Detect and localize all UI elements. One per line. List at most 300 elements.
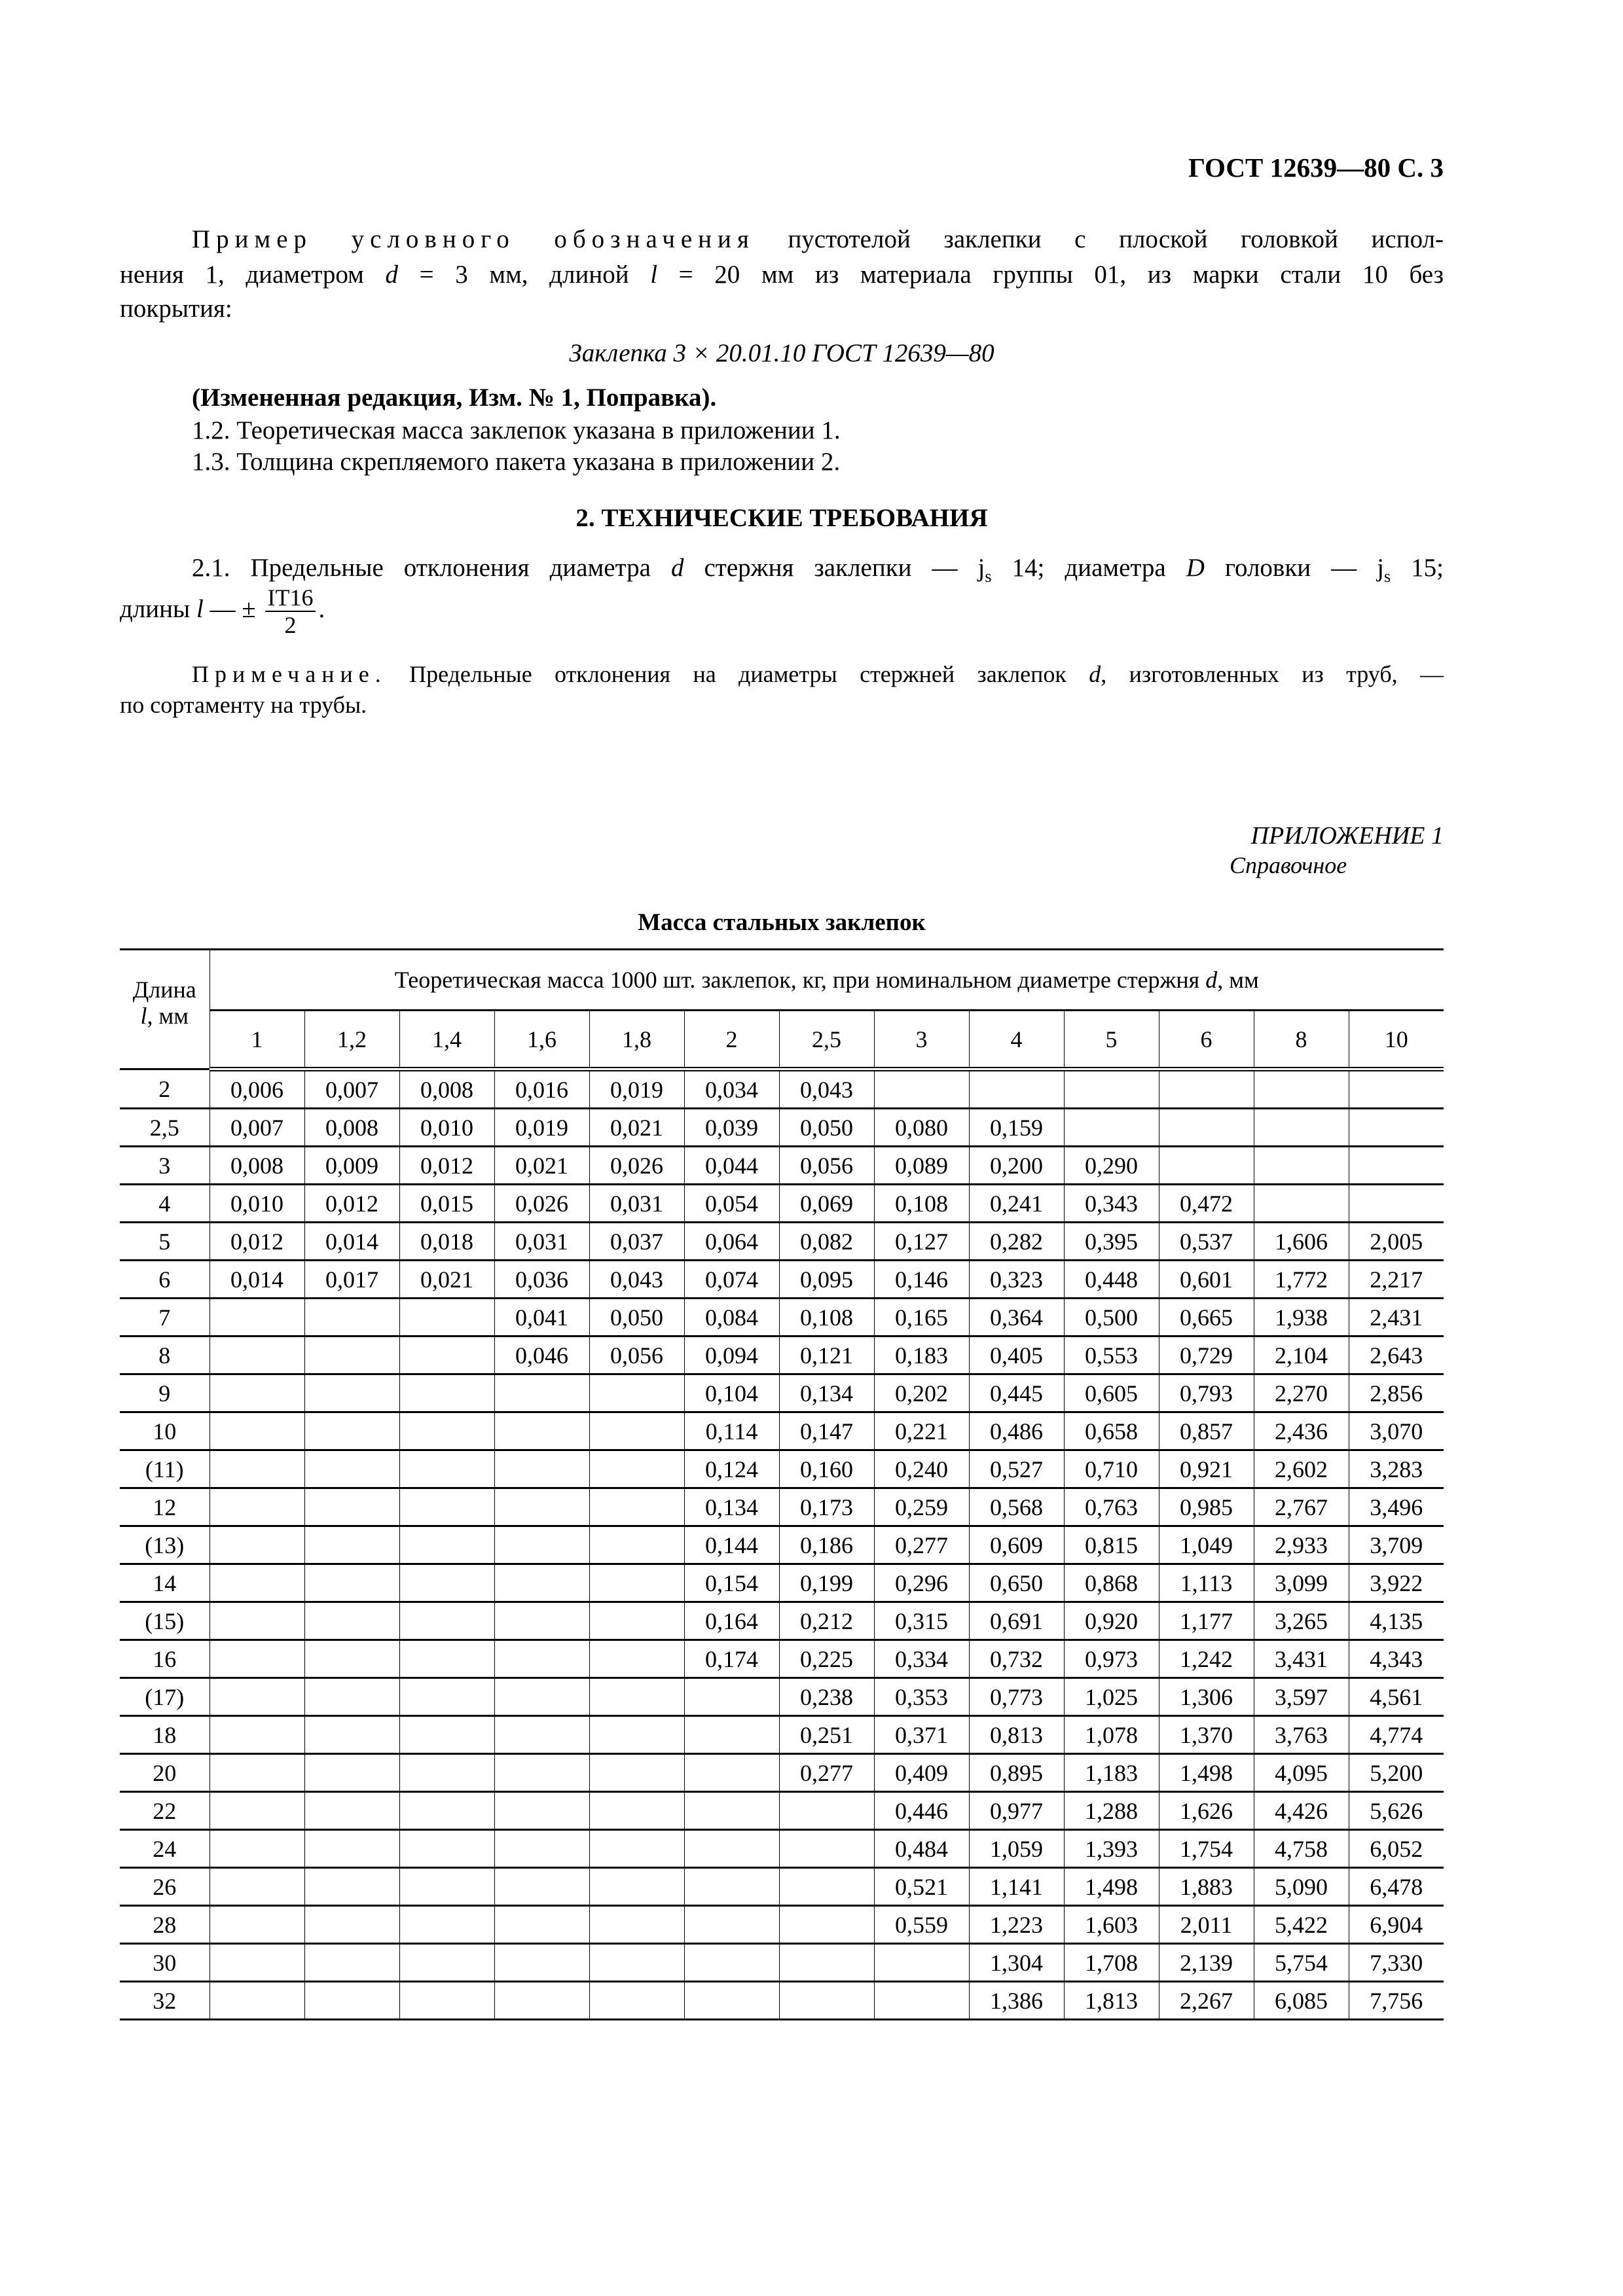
- mass-cell: [779, 1830, 874, 1868]
- mass-cell: [589, 1868, 684, 1906]
- mass-cell: 0,343: [1064, 1185, 1159, 1223]
- mass-cell: 0,527: [969, 1450, 1064, 1488]
- length-cell: 22: [120, 1792, 210, 1830]
- mass-cell: [399, 1830, 494, 1868]
- mass-cell: [399, 1299, 494, 1336]
- mass-cell: [494, 1526, 589, 1564]
- mass-cell: [399, 1906, 494, 1944]
- mass-cell: 1,306: [1159, 1678, 1254, 1716]
- mass-cell: 0,290: [1064, 1147, 1159, 1185]
- mass-cell: [304, 1299, 399, 1336]
- item-text: 2.1. Предельные отклонения диаметра: [192, 554, 671, 582]
- mass-cell: 0,920: [1064, 1602, 1159, 1640]
- mass-cell: [304, 1716, 399, 1754]
- mass-cell: 0,008: [399, 1069, 494, 1109]
- mass-cell: 0,159: [969, 1109, 1064, 1147]
- mass-cell: [1159, 1069, 1254, 1109]
- mass-cell: 0,773: [969, 1678, 1064, 1716]
- length-cell: 2: [120, 1069, 210, 1109]
- mass-cell: [589, 1526, 684, 1564]
- mass-cell: [304, 1906, 399, 1944]
- length-cell: 12: [120, 1488, 210, 1526]
- length-cell: 32: [120, 1982, 210, 2020]
- mass-cell: 4,561: [1349, 1678, 1444, 1716]
- mass-cell: 2,767: [1254, 1488, 1349, 1526]
- item-text: — ±: [203, 594, 263, 623]
- mass-cell: 6,478: [1349, 1868, 1444, 1906]
- mass-cell: 2,267: [1159, 1982, 1254, 2020]
- example-text: нения 1, диаметром: [120, 260, 386, 289]
- mass-cell: [399, 1450, 494, 1488]
- length-cell: (15): [120, 1602, 210, 1640]
- table-body: [120, 1069, 1444, 2020]
- mass-cell: [589, 1602, 684, 1640]
- mass-cell: 1,025: [1064, 1678, 1159, 1716]
- mass-cell: 3,763: [1254, 1716, 1349, 1754]
- mass-cell: 0,364: [969, 1299, 1064, 1336]
- subscript: s: [1384, 566, 1391, 586]
- mass-cell: [1349, 1185, 1444, 1223]
- table-row: [120, 1299, 1444, 1336]
- mass-cell: 2,104: [1254, 1336, 1349, 1374]
- mass-cell: 0,069: [779, 1185, 874, 1223]
- mass-cell: 1,772: [1254, 1261, 1349, 1299]
- table-row: [120, 1678, 1444, 1716]
- mass-cell: 4,343: [1349, 1640, 1444, 1678]
- mass-cell: 0,094: [684, 1336, 779, 1374]
- mass-cell: 0,472: [1159, 1185, 1254, 1223]
- table-row: [120, 1830, 1444, 1868]
- mass-cell: [494, 1640, 589, 1678]
- mass-cell: 0,277: [779, 1754, 874, 1792]
- appendix-subtitle: Справочное: [1230, 852, 1347, 878]
- mass-cell: 2,011: [1159, 1906, 1254, 1944]
- length-cell: 20: [120, 1754, 210, 1792]
- mass-cell: 1,883: [1159, 1868, 1254, 1906]
- diameter-header: 5: [1064, 1011, 1159, 1069]
- mass-cell: 0,921: [1159, 1450, 1254, 1488]
- mass-cell: 1,603: [1064, 1906, 1159, 1944]
- diameter-header: 6: [1159, 1011, 1254, 1069]
- mass-cell: 1,177: [1159, 1602, 1254, 1640]
- mass-cell: 0,241: [969, 1185, 1064, 1223]
- mass-cell: [779, 1944, 874, 1982]
- mass-cell: [210, 1602, 304, 1640]
- mass-cell: [210, 1982, 304, 2020]
- mass-cell: 2,602: [1254, 1450, 1349, 1488]
- subscript: s: [985, 566, 992, 586]
- item-text: длины: [120, 594, 196, 623]
- mass-cell: 0,056: [779, 1147, 874, 1185]
- mass-cell: 0,054: [684, 1185, 779, 1223]
- mass-cell: [304, 1640, 399, 1678]
- mass-cell: 0,014: [304, 1223, 399, 1261]
- diameter-header: 3: [874, 1011, 969, 1069]
- mass-cell: 0,985: [1159, 1488, 1254, 1526]
- mass-cell: [1254, 1147, 1349, 1185]
- mass-cell: 0,409: [874, 1754, 969, 1792]
- mass-cell: [589, 1488, 684, 1526]
- mass-cell: 0,793: [1159, 1374, 1254, 1412]
- mass-cell: 0,160: [779, 1450, 874, 1488]
- mass-cell: [210, 1450, 304, 1488]
- table-row: [120, 1526, 1444, 1564]
- mass-cell: 0,154: [684, 1564, 779, 1602]
- mass-cell: [210, 1374, 304, 1412]
- mass-cell: [399, 1678, 494, 1716]
- mass-cell: 0,146: [874, 1261, 969, 1299]
- mass-cell: 0,729: [1159, 1336, 1254, 1374]
- mass-cell: 0,763: [1064, 1488, 1159, 1526]
- mass-cell: 0,044: [684, 1147, 779, 1185]
- table-row: [120, 1336, 1444, 1374]
- table-row: [120, 1944, 1444, 1982]
- diameter-header: 4: [969, 1011, 1064, 1069]
- mass-cell: [589, 1792, 684, 1830]
- mass-cell: 0,010: [210, 1185, 304, 1223]
- mass-cell: 0,323: [969, 1261, 1064, 1299]
- mass-cell: 0,041: [494, 1299, 589, 1336]
- mass-cell: [1349, 1109, 1444, 1147]
- mass-cell: 0,353: [874, 1678, 969, 1716]
- mass-cell: [399, 1944, 494, 1982]
- mass-cell: 0,064: [684, 1223, 779, 1261]
- table-title: Масса стальных заклепок: [638, 909, 926, 936]
- mass-cell: 0,445: [969, 1374, 1064, 1412]
- length-cell: 14: [120, 1564, 210, 1602]
- example-text: = 20 мм из материала группы 01, из марки стали 10 без: [657, 260, 1444, 289]
- mass-cell: 0,010: [399, 1109, 494, 1147]
- fraction-numerator: IT16: [265, 584, 316, 612]
- mass-cell: [304, 1450, 399, 1488]
- mass-cell: [304, 1678, 399, 1716]
- mass-cell: 0,238: [779, 1678, 874, 1716]
- item-1-3: 1.3. Толщина скрепляемого пакета указана в приложении 2.: [192, 448, 841, 476]
- mass-cell: [399, 1716, 494, 1754]
- table-row: [120, 1564, 1444, 1602]
- mass-cell: [399, 1336, 494, 1374]
- mass-cell: 0,202: [874, 1374, 969, 1412]
- mass-cell: 0,124: [684, 1450, 779, 1488]
- mass-cell: [494, 1754, 589, 1792]
- mass-cell: 0,186: [779, 1526, 874, 1564]
- mass-cell: [779, 1982, 874, 2020]
- mass-cell: 2,436: [1254, 1412, 1349, 1450]
- mass-cell: 0,813: [969, 1716, 1064, 1754]
- mass-cell: 0,084: [684, 1299, 779, 1336]
- fraction-denominator: 2: [284, 612, 297, 638]
- mass-cell: 0,448: [1064, 1261, 1159, 1299]
- mass-cell: 5,422: [1254, 1906, 1349, 1944]
- table-row: [120, 1147, 1444, 1185]
- mass-cell: 0,895: [969, 1754, 1064, 1792]
- mass-cell: 0,031: [589, 1185, 684, 1223]
- mass-cell: 2,856: [1349, 1374, 1444, 1412]
- mass-cell: 0,127: [874, 1223, 969, 1261]
- mass-cell: [399, 1640, 494, 1678]
- diameter-header: 1,6: [494, 1011, 589, 1069]
- mass-cell: [1064, 1069, 1159, 1109]
- mass-cell: [779, 1906, 874, 1944]
- mass-cell: 0,173: [779, 1488, 874, 1526]
- mass-cell: 7,330: [1349, 1944, 1444, 1982]
- mass-cell: 0,199: [779, 1564, 874, 1602]
- var-d: d: [1205, 967, 1218, 993]
- mass-cell: 0,650: [969, 1564, 1064, 1602]
- mass-cell: 0,665: [1159, 1299, 1254, 1336]
- mass-cell: 1,113: [1159, 1564, 1254, 1602]
- mass-cell: [304, 1374, 399, 1412]
- mass-cell: 0,605: [1064, 1374, 1159, 1412]
- mass-cell: [779, 1792, 874, 1830]
- mass-cell: 0,147: [779, 1412, 874, 1450]
- table-row: [120, 1412, 1444, 1450]
- mass-cell: [210, 1792, 304, 1830]
- length-cell: 10: [120, 1412, 210, 1450]
- length-cell: 4: [120, 1185, 210, 1223]
- mass-cell: 1,049: [1159, 1526, 1254, 1564]
- mass-cell: 0,259: [874, 1488, 969, 1526]
- mass-cell: [399, 1412, 494, 1450]
- mass-cell: 0,568: [969, 1488, 1064, 1526]
- table-row: [120, 1374, 1444, 1412]
- mass-cell: 0,225: [779, 1640, 874, 1678]
- mass-cell: [874, 1982, 969, 2020]
- mass-cell: 0,144: [684, 1526, 779, 1564]
- mass-cell: [304, 1336, 399, 1374]
- mass-cell: 4,095: [1254, 1754, 1349, 1792]
- mass-cell: 0,500: [1064, 1299, 1159, 1336]
- example-lead: Пример условного обозначения: [192, 225, 755, 253]
- mass-cell: 0,973: [1064, 1640, 1159, 1678]
- mass-cell: 1,183: [1064, 1754, 1159, 1792]
- mass-cell: [304, 1830, 399, 1868]
- mass-cell: 0,021: [494, 1147, 589, 1185]
- table-row: [120, 1223, 1444, 1261]
- mass-cell: [684, 1792, 779, 1830]
- mass-cell: [494, 1602, 589, 1640]
- mass-cell: 0,034: [684, 1069, 779, 1109]
- mass-cell: 0,050: [589, 1299, 684, 1336]
- mass-cell: 2,005: [1349, 1223, 1444, 1261]
- table-row: [120, 1602, 1444, 1640]
- mass-cell: [399, 1868, 494, 1906]
- mass-cell: 3,099: [1254, 1564, 1349, 1602]
- mass-cell: [494, 1678, 589, 1716]
- length-cell: 28: [120, 1906, 210, 1944]
- mass-cell: [210, 1412, 304, 1450]
- diameter-header: 8: [1254, 1011, 1349, 1069]
- mass-cell: [589, 1982, 684, 2020]
- mass-cell: 2,270: [1254, 1374, 1349, 1412]
- mass-cell: [589, 1754, 684, 1792]
- note-text: , изготовленных из труб, —: [1101, 661, 1444, 687]
- table-row: [120, 1109, 1444, 1147]
- mass-cell: 0,016: [494, 1069, 589, 1109]
- mass-cell: 3,709: [1349, 1526, 1444, 1564]
- length-header-label: Длина: [132, 977, 196, 1003]
- mass-cell: 0,008: [210, 1147, 304, 1185]
- mass-cell: 0,012: [304, 1185, 399, 1223]
- mass-cell: 0,277: [874, 1526, 969, 1564]
- mass-cell: [494, 1488, 589, 1526]
- table-row: [120, 1982, 1444, 2020]
- table-row: [120, 1450, 1444, 1488]
- mass-cell: 0,019: [494, 1109, 589, 1147]
- item-text: 15;: [1391, 554, 1444, 582]
- mass-cell: 0,553: [1064, 1336, 1159, 1374]
- mass-cell: [779, 1868, 874, 1906]
- mass-cell: [304, 1868, 399, 1906]
- mass-cell: [589, 1944, 684, 1982]
- mass-cell: 0,019: [589, 1069, 684, 1109]
- table-row: [120, 1488, 1444, 1526]
- mass-cell: 1,938: [1254, 1299, 1349, 1336]
- mass-cell: 0,008: [304, 1109, 399, 1147]
- mass-cell: 1,386: [969, 1982, 1064, 2020]
- mass-cell: [304, 1792, 399, 1830]
- mass-cell: 0,012: [399, 1147, 494, 1185]
- var-l: l: [140, 1003, 147, 1029]
- mass-cell: [494, 1982, 589, 2020]
- mass-cell: [1254, 1185, 1349, 1223]
- mass-cell: 0,006: [210, 1069, 304, 1109]
- mass-cell: 1,754: [1159, 1830, 1254, 1868]
- example-text: пустотелой заклепки с плоской головкой испол-: [788, 225, 1444, 253]
- mass-cell: [874, 1944, 969, 1982]
- mass-cell: 0,405: [969, 1336, 1064, 1374]
- mass-cell: 0,012: [210, 1223, 304, 1261]
- mass-cell: [210, 1336, 304, 1374]
- note-label: Примечание.: [192, 661, 387, 687]
- mass-cell: 3,070: [1349, 1412, 1444, 1450]
- mass-cell: [210, 1830, 304, 1868]
- mass-cell: 0,104: [684, 1374, 779, 1412]
- mass-cell: 0,609: [969, 1526, 1064, 1564]
- mass-cell: 0,026: [589, 1147, 684, 1185]
- mass-cell: [589, 1374, 684, 1412]
- mass-cell: 3,283: [1349, 1450, 1444, 1488]
- mass-cell: [1349, 1147, 1444, 1185]
- diameter-header: 10: [1349, 1011, 1444, 1069]
- mass-cell: 2,933: [1254, 1526, 1349, 1564]
- table-row: [120, 1069, 1444, 1109]
- length-cell: 7: [120, 1299, 210, 1336]
- item-text: стержня заклепки — j: [684, 554, 985, 582]
- mass-cell: [210, 1868, 304, 1906]
- mass-cell: 0,183: [874, 1336, 969, 1374]
- mass-cell: [1159, 1109, 1254, 1147]
- designation: Заклепка 3 × 20.01.10 ГОСТ 12639—80: [569, 339, 994, 367]
- var-D: D: [1186, 554, 1205, 582]
- length-unit: , мм: [147, 1003, 189, 1029]
- mass-cell: 0,486: [969, 1412, 1064, 1450]
- mass-cell: 1,626: [1159, 1792, 1254, 1830]
- length-cell: 6: [120, 1261, 210, 1299]
- mass-cell: 0,282: [969, 1223, 1064, 1261]
- fraction: [265, 584, 316, 638]
- mass-cell: 0,134: [684, 1488, 779, 1526]
- mass-cell: [399, 1602, 494, 1640]
- mass-cell: 0,050: [779, 1109, 874, 1147]
- mass-cell: 0,521: [874, 1868, 969, 1906]
- table-row: [120, 1792, 1444, 1830]
- mass-cell: 1,813: [1064, 1982, 1159, 2020]
- mass-cell: [304, 1944, 399, 1982]
- mass-cell: 6,052: [1349, 1830, 1444, 1868]
- diameter-header: 1,8: [589, 1011, 684, 1069]
- note-text: Предельные отклонения на диаметры стержней заклепок: [386, 661, 1089, 687]
- mass-cell: [210, 1640, 304, 1678]
- mass-cell: [589, 1716, 684, 1754]
- length-cell: 2,5: [120, 1109, 210, 1147]
- mass-cell: 0,601: [1159, 1261, 1254, 1299]
- mass-cell: 0,108: [779, 1299, 874, 1336]
- mass-cell: 5,200: [1349, 1754, 1444, 1792]
- mass-cell: 5,754: [1254, 1944, 1349, 1982]
- diameter-header: 1: [210, 1011, 304, 1069]
- mass-cell: 0,039: [684, 1109, 779, 1147]
- mass-cell: [210, 1488, 304, 1526]
- mass-cell: [494, 1830, 589, 1868]
- mass-cell: [210, 1944, 304, 1982]
- mass-cell: [684, 1868, 779, 1906]
- mass-cell: 0,658: [1064, 1412, 1159, 1450]
- mass-cell: 6,085: [1254, 1982, 1349, 2020]
- mass-cell: [399, 1564, 494, 1602]
- example-line-1: [120, 223, 1444, 257]
- mass-cell: [1159, 1147, 1254, 1185]
- mass-cell: [210, 1716, 304, 1754]
- mass-cell: 0,296: [874, 1564, 969, 1602]
- item-text: головки — j: [1204, 554, 1385, 582]
- mass-cell: 4,426: [1254, 1792, 1349, 1830]
- mass-cell: 3,922: [1349, 1564, 1444, 1602]
- mass-cell: [494, 1944, 589, 1982]
- diameter-header: 1,2: [304, 1011, 399, 1069]
- group-header-text: , мм: [1217, 967, 1259, 993]
- mass-cell: 2,643: [1349, 1336, 1444, 1374]
- mass-cell: 0,021: [399, 1261, 494, 1299]
- mass-cell: 0,868: [1064, 1564, 1159, 1602]
- mass-cell: [494, 1868, 589, 1906]
- mass-cell: 3,265: [1254, 1602, 1349, 1640]
- length-cell: 3: [120, 1147, 210, 1185]
- mass-cell: 5,626: [1349, 1792, 1444, 1830]
- var-d: d: [1089, 661, 1101, 687]
- mass-cell: 3,431: [1254, 1640, 1349, 1678]
- mass-cell: 1,304: [969, 1944, 1064, 1982]
- mass-cell: 0,031: [494, 1223, 589, 1261]
- rivet-mass-table: [120, 948, 1444, 2020]
- var-l: l: [196, 594, 204, 623]
- mass-cell: 0,043: [589, 1261, 684, 1299]
- mass-cell: 0,221: [874, 1412, 969, 1450]
- mass-cell: 0,046: [494, 1336, 589, 1374]
- section-title: 2. ТЕХНИЧЕСКИЕ ТРЕБОВАНИЯ: [575, 504, 988, 532]
- group-header-text: Теоретическая масса 1000 шт. заклепок, кг, при номинальном диаметре стержня: [394, 967, 1206, 993]
- mass-cell: 0,732: [969, 1640, 1064, 1678]
- mass-cell: [1254, 1069, 1349, 1109]
- mass-cell: 0,009: [304, 1147, 399, 1185]
- length-cell: (13): [120, 1526, 210, 1564]
- mass-cell: 0,315: [874, 1602, 969, 1640]
- mass-cell: 0,200: [969, 1147, 1064, 1185]
- mass-cell: [210, 1678, 304, 1716]
- mass-cell: [494, 1716, 589, 1754]
- mass-cell: 0,015: [399, 1185, 494, 1223]
- mass-cell: 0,165: [874, 1299, 969, 1336]
